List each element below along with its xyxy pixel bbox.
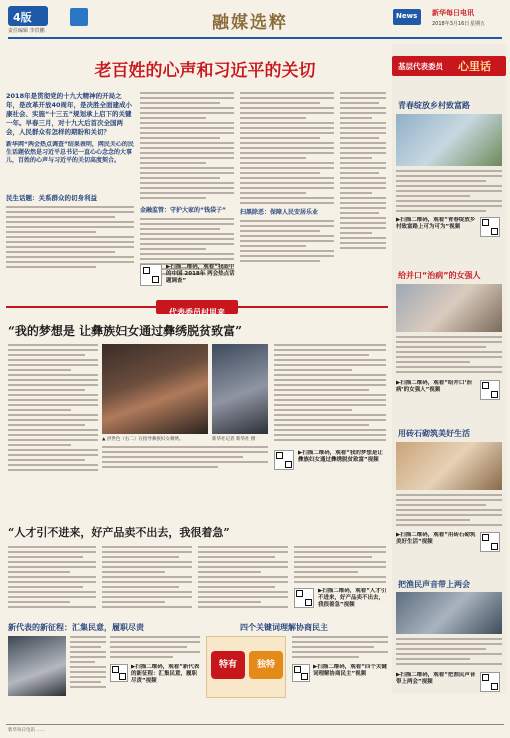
section3-title: 扫黑除恶：保障人民安居乐业	[240, 209, 319, 216]
story1-col1	[8, 344, 98, 474]
decor-text-1: 特有	[218, 660, 237, 670]
bottom-left-title: 新代表的新征程：汇集民意，履职尽责	[8, 623, 144, 632]
bottom-right-qr[interactable]	[292, 664, 310, 682]
section2-title: 金融监管：守护大家的“钱袋子”	[140, 207, 226, 214]
story2-title: “人才引不进来，好产品卖不出去，我很着急”	[8, 526, 230, 539]
right-banner-main: 基层代表委员	[398, 62, 443, 71]
right-qr-caption-1: ▶扫描二维码，观看“青春绽放乡村致富路上可为可为”视频	[396, 217, 476, 230]
mid-column-2	[240, 92, 334, 292]
editor-info: 责任编辑 李洪鹏	[8, 28, 45, 34]
story1-qr[interactable]	[274, 450, 294, 470]
footer-rule	[6, 724, 504, 725]
mid-banner	[6, 300, 388, 317]
mid-banner-text: 代表委员村里来	[169, 308, 225, 317]
qr-code-1[interactable]	[140, 264, 162, 286]
story1-caption-2: 新华社记者 新华社 摄	[212, 437, 256, 442]
decor-text-2: 独特	[256, 660, 275, 670]
right-qr-caption-4: ▶扫描二维码，观看“把渔民声音带上两会”视频	[396, 672, 476, 685]
mid1-body-a	[140, 92, 234, 199]
right-item-4-title: 把渔民声音带上两会	[398, 580, 470, 589]
right-item-1-body	[396, 170, 502, 215]
right-photo-3	[396, 442, 502, 490]
left-column	[6, 92, 134, 282]
section1-body	[6, 206, 134, 268]
story1-photo-side	[212, 344, 268, 434]
right-item-3-body	[396, 494, 502, 529]
story1-col4	[274, 344, 386, 444]
story2-col3	[198, 546, 288, 611]
story2-col4	[294, 546, 386, 586]
qr-caption-1: ▶扫描二维码，观看“我眼中的中国 2018年 两会热点话题调查”	[166, 264, 235, 284]
lead-text: 2018年是贯彻党的十九大精神的开局之年，是改革开放40周年，是决胜全面建成小康社会、实施“十三五”规划承上启下的关键一年。早春三月，对十九大后首次全国两会，人民群众有怎样的期盼和关切？	[6, 92, 133, 136]
header-rule	[8, 37, 502, 39]
story1-title: “我的梦想是 让彝族妇女通过彝绣脱贫致富”	[8, 324, 242, 338]
story2-qr-caption: ▶扫描二维码，观看“人才引不进来，好产品卖不出去，我很着急”视频	[318, 588, 387, 608]
right-photo-4	[396, 592, 502, 634]
lead-paragraph	[6, 92, 134, 137]
right-item-1-title: 青春绽放乡村致富路	[398, 101, 470, 110]
story2-qr[interactable]	[294, 588, 314, 608]
right-item-2-title: 给并口“治病”的女强人	[398, 271, 481, 280]
news-logo	[393, 9, 421, 25]
page-number-badge	[8, 6, 48, 26]
story2-col2	[102, 546, 192, 611]
mid-banner-box	[156, 300, 238, 317]
section-title: 融媒选粹	[212, 13, 288, 33]
right-qr-caption-2: ▶扫描二维码，观看“给并口‘治病’的女强人”视频	[396, 380, 472, 393]
bottom-right-graphic	[206, 636, 286, 698]
mid-column-1	[140, 92, 234, 292]
bottom-left-qr-caption: ▶扫描二维码，观看“新代表的新征程：汇集民意，履职尽责”视频	[131, 664, 200, 684]
decor-badge-1	[211, 651, 245, 679]
footer-text: 新华每日电讯 ……	[8, 728, 46, 733]
story1-under-photo	[102, 446, 268, 471]
story1-photo-main	[102, 344, 208, 434]
right-photo-1	[396, 114, 502, 166]
section1-title: 民生话题：关系群众的切身利益	[6, 194, 97, 202]
right-photo-2	[396, 284, 502, 332]
right-qr-3[interactable]	[480, 532, 500, 552]
bottom-left-body-2	[110, 636, 200, 661]
section3-body	[240, 220, 334, 262]
right-column	[392, 44, 506, 694]
bottom-left-body	[70, 636, 106, 691]
right-qr-4[interactable]	[480, 672, 500, 692]
mid3-body	[340, 92, 386, 249]
main-title: 老百姓的心声和习近平的关切	[94, 61, 316, 81]
mid2-body-a	[240, 92, 334, 204]
section-logo	[70, 8, 88, 26]
bottom-left-photo	[8, 636, 66, 696]
right-item-2-body	[396, 336, 502, 376]
issue-date: 2018年3月16日	[432, 21, 470, 27]
right-qr-2[interactable]	[480, 380, 500, 400]
bottom-right-body	[292, 636, 388, 661]
right-qr-1[interactable]	[480, 217, 500, 237]
bottom-right-qr-caption: ▶扫描二维码，观看“四个关键词理解协商民主”视频	[313, 664, 387, 677]
story1-caption-1: ▲ 洪世色（右二）在指导彝族妇女刺绣。	[102, 437, 184, 442]
story2-col1	[8, 546, 96, 611]
right-item-4-body	[396, 638, 502, 668]
right-item-3-title: 用砖石砌筑美好生活	[398, 429, 470, 438]
issue-weekday: 星期五	[470, 21, 486, 27]
lead-paragraph-2: 新华网“两会热点调查”结果表明，网民关心的民生话题依然是习近平总书记一直心心念念的大事儿，百姓的心声与习近平的关切高度契合。	[6, 141, 134, 164]
decor-badge-2	[249, 651, 283, 679]
right-banner-sub: 心里话	[458, 60, 491, 73]
page-number: 4版	[13, 11, 32, 24]
mid-column-3	[340, 92, 386, 292]
bottom-right-title: 四个关键词理解协商民主	[240, 623, 328, 632]
story1-qr-caption: ▶扫描二维码，观看“我的梦想是让彝族妇女通过彝绣脱贫致富”视频	[298, 450, 383, 463]
right-banner	[392, 56, 506, 76]
news-logo-text: News	[396, 12, 418, 20]
right-qr-caption-3: ▶扫描二维码，观看“用砖石砌筑美好生活”视频	[396, 532, 476, 545]
publication-name: 新华每日电讯	[432, 9, 474, 17]
page-header	[0, 0, 510, 42]
bottom-left-qr[interactable]	[110, 664, 128, 682]
